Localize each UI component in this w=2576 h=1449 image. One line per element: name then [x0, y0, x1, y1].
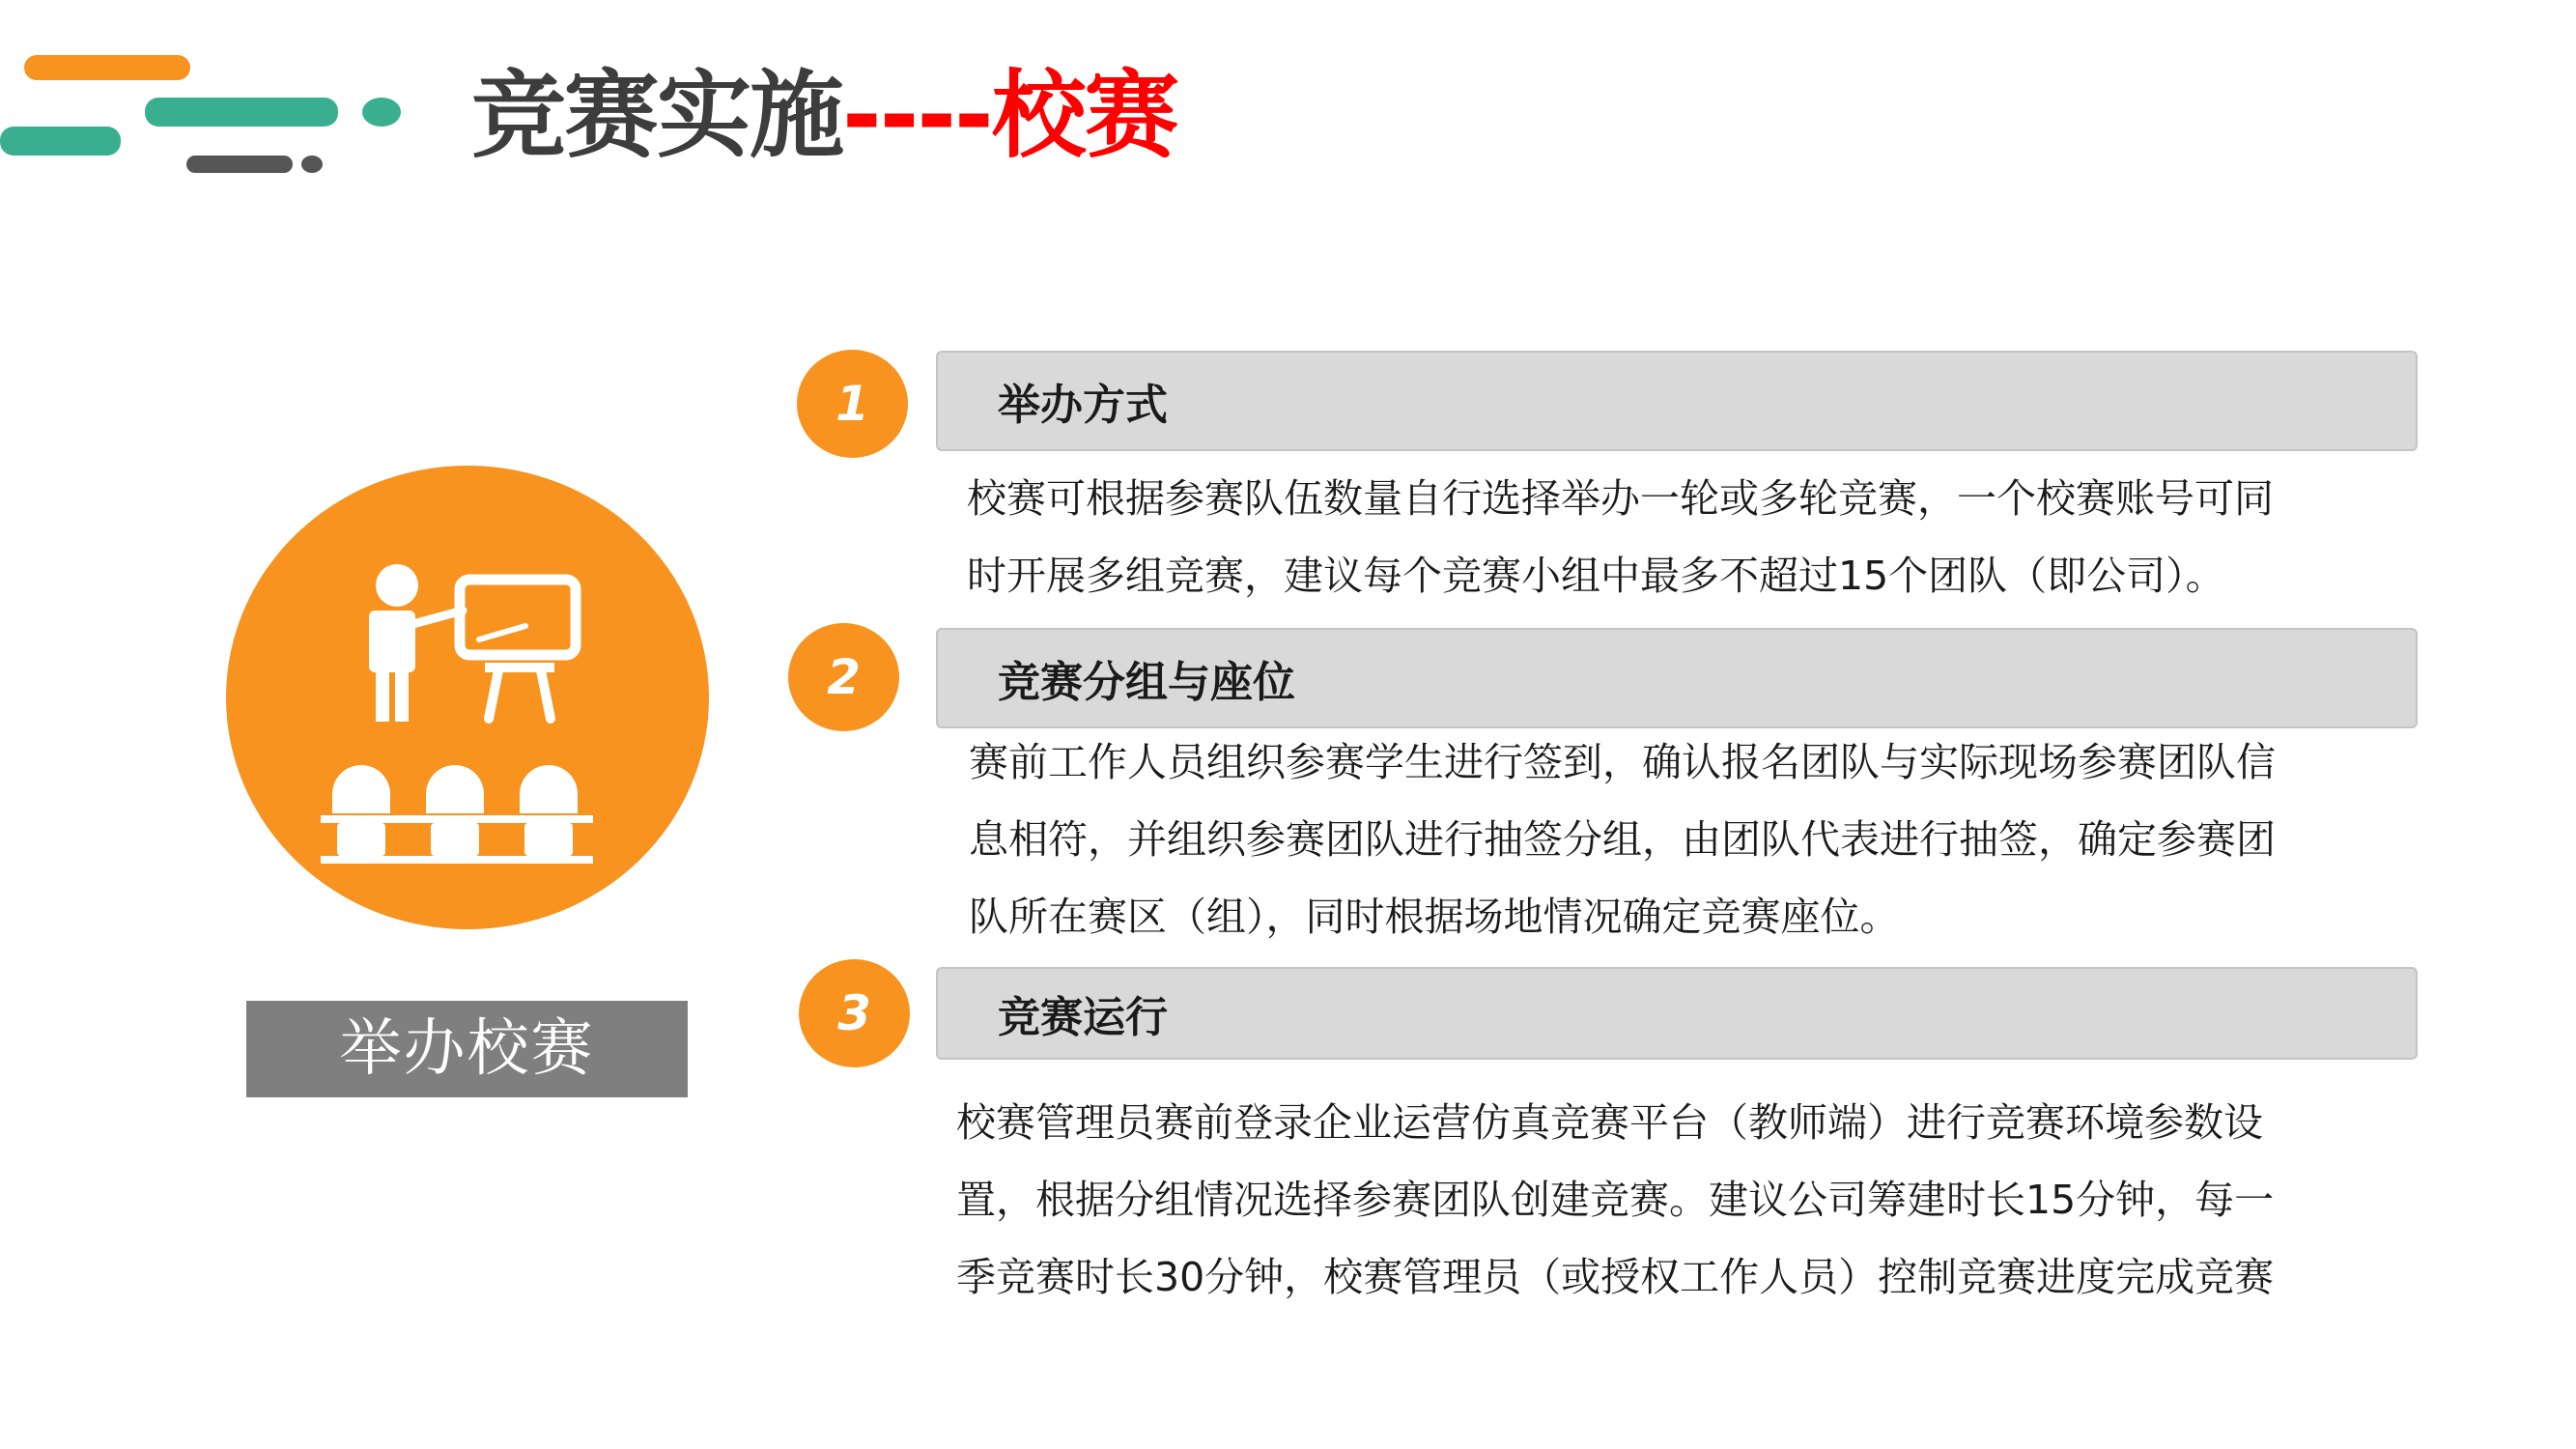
section-2-line-3: 队所在赛区（组），同时根据场地情况确定竞赛座位。 [969, 894, 1900, 940]
section-bar-1 [936, 351, 2418, 451]
section-bar-2 [936, 628, 2418, 728]
decorative-line-orange [24, 55, 190, 80]
section-2-line-1: 赛前工作人员组织参赛学生进行签到，确认报名团队与实际现场参赛团队信 [969, 739, 2276, 785]
page-title [471, 53, 1177, 179]
section-3-line-2: 置，根据分组情况选择参赛团队创建竞赛。建议公司筹建时长15分钟，每一 [956, 1177, 2275, 1223]
host-school-competition-label: 举办校赛 [246, 1001, 688, 1097]
section-number-1: 1 [797, 350, 908, 458]
page-title-separator: ---- [842, 61, 992, 171]
section-number-2: 2 [788, 623, 899, 731]
section-title-3: 竞赛运行 [998, 993, 1168, 1042]
decorative-dot-green [362, 98, 401, 127]
decorative-dot-gray [301, 156, 323, 173]
section-1-line-1: 校赛可根据参赛队伍数量自行选择举办一轮或多轮竞赛，一个校赛账号可同 [967, 475, 2274, 522]
page-title-main: 竞赛实施 [471, 61, 843, 171]
section-title-1: 举办方式 [998, 381, 1168, 430]
decorative-line-green-2 [0, 127, 121, 156]
section-number-3: 3 [799, 959, 910, 1067]
section-2-line-2: 息相符，并组织参赛团队进行抽签分组，由团队代表进行抽签，确定参赛团 [969, 816, 2276, 863]
section-3-line-3: 季竞赛时长30分钟，校赛管理员（或授权工作人员）控制竞赛进度完成竞赛 [956, 1254, 2275, 1300]
page-title-sub: 校赛 [991, 61, 1177, 171]
decorative-line-gray [186, 156, 293, 173]
section-3-line-1: 校赛管理员赛前登录企业运营仿真竞赛平台（教师端）进行竞赛环境参数设 [956, 1099, 2263, 1146]
section-text-1 [967, 460, 2274, 614]
decorative-line-green-1 [145, 98, 338, 127]
teacher-presentation-icon [226, 466, 709, 929]
section-1-line-2: 时开展多组竞赛，建议每个竞赛小组中最多不超过15个团队（即公司）。 [967, 553, 2225, 599]
section-bar-3 [936, 967, 2418, 1060]
section-title-2: 竞赛分组与座位 [998, 658, 1295, 707]
section-text-3 [956, 1084, 2274, 1316]
section-text-2 [969, 724, 2276, 955]
